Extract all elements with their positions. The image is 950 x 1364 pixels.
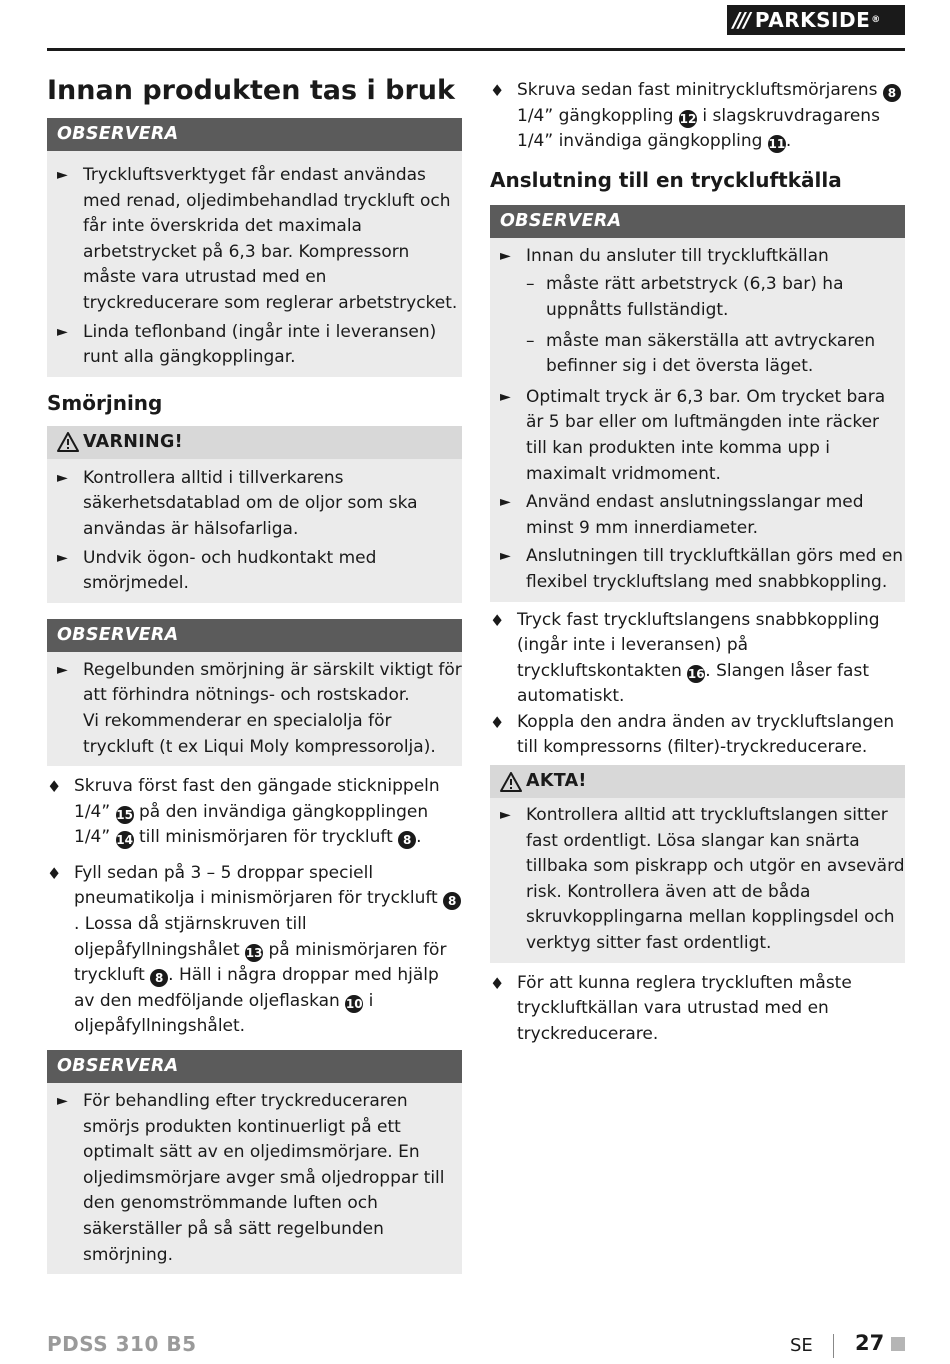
note-box-1	[47, 118, 462, 377]
warning-heading: VARNING!	[47, 426, 462, 459]
dash-icon: –	[526, 330, 535, 351]
logo-registered: ®	[871, 15, 881, 25]
footer-model: PDSS 310 B5	[47, 1332, 197, 1356]
triangle-right-icon: ►	[500, 807, 511, 824]
footer-language: SE	[790, 1335, 813, 1356]
triangle-right-icon: ►	[57, 469, 68, 486]
part-number-badge: 8	[443, 892, 461, 910]
list-item: ► Linda teflonband (ingår inte i leveransen) runt alla gängkopplingar.	[57, 321, 437, 368]
dash-icon: –	[526, 274, 535, 295]
part-number-badge: 8	[883, 84, 901, 102]
left-column	[47, 72, 462, 1274]
header-rule	[47, 48, 905, 51]
page-number: 27	[855, 1331, 885, 1355]
triangle-right-icon: ►	[500, 548, 511, 565]
triangle-right-icon: ►	[57, 323, 68, 340]
part-number-badge: 16	[687, 666, 705, 681]
list-item: ► Använd endast anslutningsslangar med minst 9 mm innerdiameter.	[500, 492, 864, 538]
triangle-right-icon: ►	[500, 388, 511, 405]
diamond-icon: ♦	[490, 610, 505, 630]
logo-slashes: ///	[733, 8, 749, 32]
list-item: ► Kontrollera alltid i tillverkarens säkerhetsdatablad om de oljor som ska användas är hälsofarliga.	[57, 467, 418, 539]
part-number-badge: 12	[679, 111, 697, 126]
part-number-badge: 13	[245, 945, 263, 960]
caution-heading: AKTA!	[490, 765, 905, 798]
note-box-4	[490, 205, 905, 602]
list-item: ► Undvik ögon- och hudkontakt med smörjmedel.	[57, 547, 377, 594]
step-item: ♦ Fyll sedan på 3 – 5 droppar speciell pneumatikolja i minismörjaren för tryckluft 8. Lossa då stjärnskruven till oljepåfyllningshålet 13 på minismörjaren för tryckluft 8 . Häll i några droppar med hjälp av den medföljande oljeflaskan 10 i oljepåfyllningshålet.	[47, 861, 462, 1040]
sub-list-item: – måste rätt arbetstryck (6,3 bar) ha uppnåtts fullständigt.	[526, 274, 844, 320]
footer-square-icon	[891, 1337, 905, 1351]
section-heading-connection: Anslutning till en tryckluftkälla	[490, 167, 842, 192]
triangle-right-icon: ►	[500, 247, 511, 264]
list-item: ► För behandling efter tryckreduceraren smörjs produkten kontinuerligt på ett optimalt sätt av en oljedimsmörjare. En oljedimsmörjare avger små oljedroppar till den genomströmmande luften och säkerställer på så sätt regelbunden smörjning.	[57, 1091, 445, 1265]
note-box-heading: OBSERVERA	[47, 1050, 462, 1083]
logo-text: PARKSIDE	[754, 8, 871, 32]
section-heading-lubrication: Smörjning	[47, 390, 163, 415]
warning-box	[47, 426, 462, 603]
part-number-badge: 8	[150, 969, 168, 987]
warning-triangle-icon	[500, 772, 522, 792]
note-box-3	[47, 1050, 462, 1274]
part-number-badge: 15	[116, 807, 133, 822]
warning-triangle-icon	[57, 432, 79, 452]
caution-box	[490, 765, 905, 963]
diamond-icon: ♦	[47, 777, 62, 797]
list-item: ► Kontrollera alltid att tryckluftslangen sitter fast ordentligt. Lösa slangar kan snärta tillbaka som piskrapp och utgör en avsevärd risk. Kontrollera även att de båda skruvkopplingarna mellan kopplingsdel och verktyg sitter fast ordentligt.	[500, 805, 905, 954]
note-box-heading: OBSERVERA	[490, 205, 905, 238]
diamond-icon: ♦	[490, 973, 505, 993]
step-item: ♦ Tryck fast tryckluftslangens snabbkoppling (ingår inte i leveransen) på tryckluftskontakten 16. Slangen låser fast automatiskt.	[490, 609, 880, 707]
footer-divider	[833, 1334, 834, 1358]
triangle-right-icon: ►	[57, 1093, 68, 1110]
step-item: ♦ Skruva sedan fast minitryckluftsmörjarens 8 1/4” gängkoppling 12 i slagskruvdragarens 1/4” invändiga gängkoppling 11.	[490, 78, 905, 155]
step-item: ♦ Skruva först fast den gängade sticknippeln 1/4” 15 på den invändiga gängkopplingen 1/4” 14 till minismörjaren för tryckluft 8 .	[47, 776, 440, 848]
right-column	[490, 78, 905, 1047]
triangle-right-icon: ►	[57, 661, 68, 678]
part-number-badge: 8	[398, 831, 416, 849]
diamond-icon: ♦	[490, 81, 505, 100]
diamond-icon: ♦	[47, 863, 62, 883]
note-box-2	[47, 619, 462, 766]
list-item: ► Anslutningen till tryckluftkällan görs med en flexibel tryckluftslang med snabbkoppling.	[500, 546, 904, 592]
step-item: ♦ För att kunna reglera tryckluften måste tryckluftkällan vara utrustad med en tryckreducerare.	[490, 972, 852, 1044]
list-item: ► Optimalt tryck är 6,3 bar. Om trycket bara är 5 bar eller om luftmängden inte räcker till kan produkten inte komma upp i maximalt vridmoment.	[500, 386, 886, 484]
triangle-right-icon: ►	[57, 549, 68, 566]
step-item: ♦ Koppla den andra änden av tryckluftslangen till kompressorns (filter)-tryckreducerare.	[490, 711, 895, 758]
triangle-right-icon: ►	[500, 494, 511, 511]
sub-list-item: – måste man säkerställa att avtryckaren befinner sig i det översta läget.	[526, 330, 876, 377]
parkside-logo	[727, 5, 905, 35]
list-item: ► Innan du ansluter till tryckluftkällan	[490, 244, 905, 270]
diamond-icon: ♦	[490, 712, 505, 732]
list-item: ► Regelbunden smörjning är särskilt viktigt för att förhindra nötnings- och rostskador. Vi rekommenderar en specialolja för tryckluft (t ex Liqui Moly kompressorolja).	[57, 659, 462, 757]
page-title: Innan produkten tas i bruk	[47, 75, 455, 106]
note-box-heading: OBSERVERA	[47, 619, 462, 652]
part-number-badge: 11	[768, 137, 786, 152]
note-box-heading: OBSERVERA	[47, 118, 462, 151]
part-number-badge: 14	[116, 833, 133, 848]
part-number-badge: 10	[345, 996, 363, 1011]
list-item: ► Tryckluftsverktyget får endast användas med renad, oljedimbehandlad tryckluft och får inte överskrida det maximala arbetstrycket på 6,3 bar. Kompressorn måste vara utrustad med en tryckreducerare som reglerar arbetstrycket.	[57, 165, 458, 313]
triangle-right-icon: ►	[57, 167, 68, 183]
